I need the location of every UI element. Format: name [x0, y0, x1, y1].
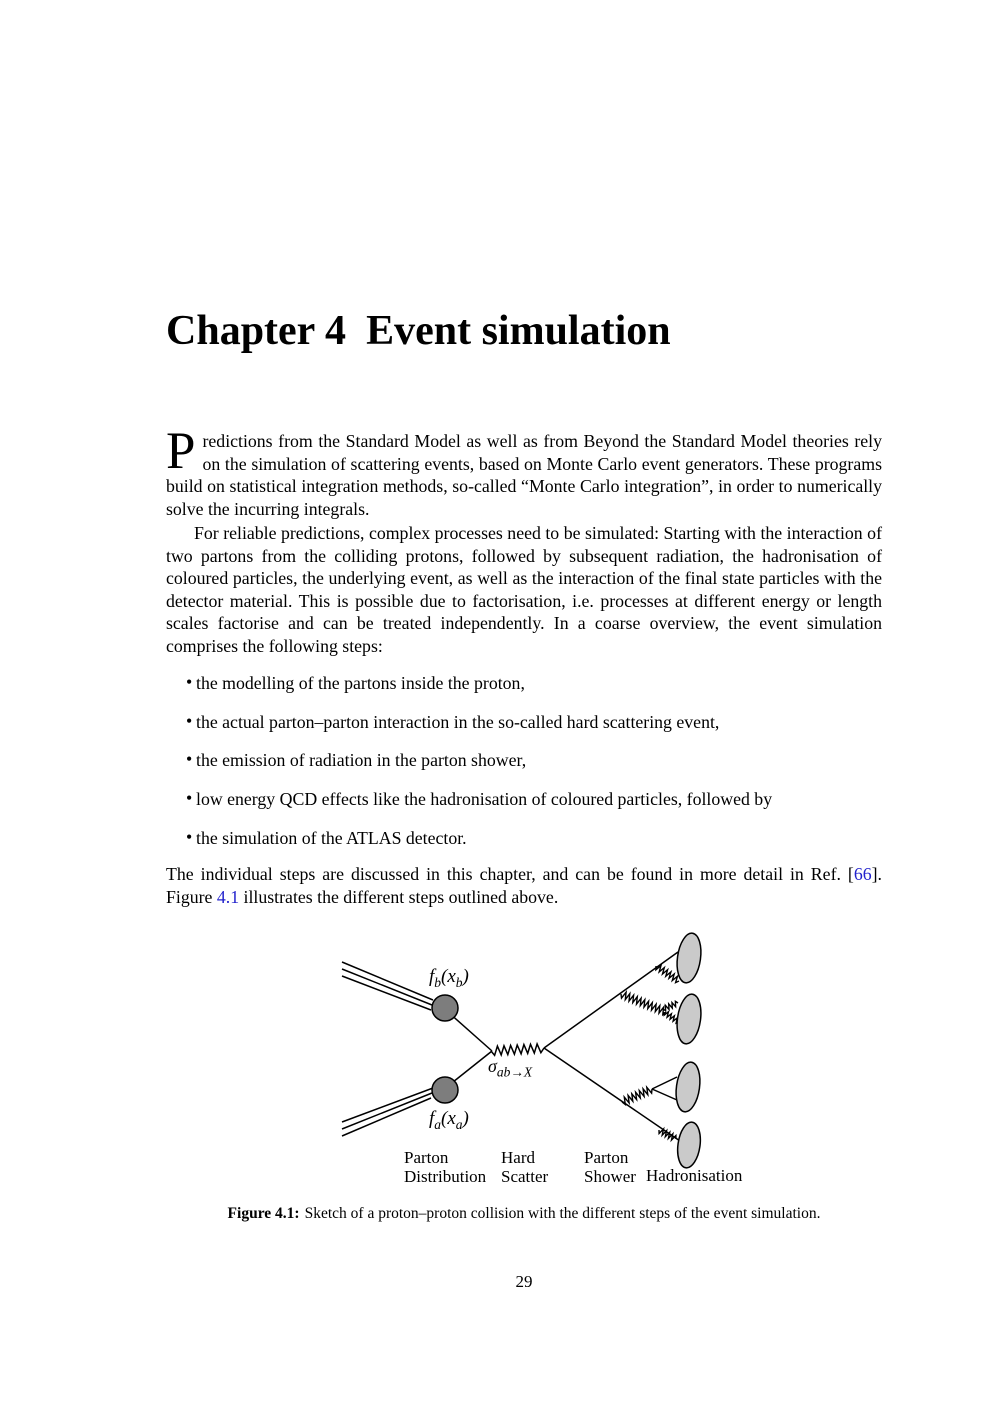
parton-line	[448, 1012, 492, 1051]
cross-section-label: $\sigma_{ab\to X}$	[488, 1056, 533, 1080]
gluon-coil	[622, 1087, 652, 1104]
list-item	[166, 749, 882, 772]
paragraph-intro-text: redictions from the Standard Model as well as from Beyond the Standard Model theories rely on the simulation of scattering events, based on Monte Carlo event generators. These programs build on statistical integration methods, so-called “Monte Carlo integration”, in order to numerically solve the incurring integrals.	[166, 431, 882, 519]
figure-diagram	[330, 925, 770, 1195]
paragraph-outro-text: ]. Figure	[166, 864, 882, 907]
parton-circle	[432, 995, 458, 1021]
paragraph-intro	[166, 422, 882, 520]
bullet-icon: •	[186, 788, 193, 809]
paragraph-outro-text: The individual steps are discussed in this chapter, and can be found in more detail in Ref. [	[166, 864, 854, 884]
list-item	[166, 672, 882, 695]
pdf-label-fb: $f_b(x_b)$	[429, 966, 469, 990]
hadron-blob	[674, 993, 704, 1046]
paragraph-outro	[166, 863, 882, 908]
list-item-text: the modelling of the partons inside the proton,	[196, 673, 525, 693]
list-item	[166, 827, 882, 850]
jet-cone-line	[652, 1089, 677, 1100]
gluon-coil	[656, 966, 679, 983]
list-item-text: the actual parton–parton interaction in the so-called hard scattering event,	[196, 711, 720, 732]
bullet-icon: •	[186, 710, 193, 731]
hadron-blob	[673, 1061, 703, 1114]
jet-cone-line	[652, 1077, 677, 1089]
list-item-text: the simulation of the ATLAS detector.	[196, 827, 467, 848]
gluon-coil	[659, 1129, 676, 1140]
chapter-title	[166, 306, 671, 356]
gluon-coil	[621, 992, 666, 1014]
paragraph-outro-text: illustrates the different steps outlined above.	[239, 886, 559, 907]
bullet-icon: •	[186, 749, 193, 770]
bullet-icon: •	[186, 826, 193, 847]
paragraph-process: For reliable predictions, complex processes need to be simulated: Starting with the interaction of two partons from the colliding protons, followed by subsequent radiation, the hadronisation of coloured particles, the underlying event, as well as the interaction of the final state particles with the detector material. This is possible due to factorisation, i.e. processes at different energy or length scales factorise and can be treated independently. In a coarse overview, the event simulation comprises the following steps:	[166, 523, 882, 656]
page-number: 29	[515, 1272, 533, 1291]
figure-caption-label: Figure 4.1:	[227, 1205, 300, 1222]
drop-cap: P	[166, 422, 196, 480]
list-item-text: low energy QCD effects like the hadronisation of coloured particles, followed by	[196, 789, 773, 810]
reference-link[interactable]: 66	[853, 864, 872, 884]
pdf-label-fa: $f_a(x_a)$	[429, 1108, 469, 1132]
simulation-steps-list	[166, 672, 882, 865]
list-item-text: the emission of radiation in the parton shower,	[196, 750, 527, 771]
chapter-title-text: Event simulation	[366, 308, 671, 354]
photon-zigzag	[491, 1044, 544, 1055]
figure-link[interactable]: 4.1	[216, 886, 240, 907]
figure-caption-text: Sketch of a proton–proton collision with the different steps of the event simulation.	[304, 1205, 821, 1222]
beam-line	[342, 1093, 432, 1129]
step-label-parton-shower: Parton Shower	[584, 1148, 636, 1186]
step-label-parton-distribution: Parton Distribution	[404, 1148, 487, 1186]
list-item	[166, 711, 882, 734]
hadron-blob	[675, 1121, 703, 1170]
figure-caption	[166, 1203, 882, 1224]
list-item	[166, 788, 882, 811]
outgoing-line	[544, 952, 678, 1048]
outgoing-line	[544, 1048, 680, 1141]
step-label-hadronisation: Hadronisation	[646, 1166, 743, 1185]
bullet-icon: •	[186, 672, 193, 692]
parton-circle	[432, 1077, 458, 1103]
hadron-blob	[674, 932, 704, 985]
step-label-hard-scatter: Hard Scatter	[501, 1148, 549, 1186]
chapter-number: Chapter 4	[166, 308, 347, 354]
beam-line	[342, 969, 432, 1005]
gluon-coil	[663, 1001, 678, 1010]
